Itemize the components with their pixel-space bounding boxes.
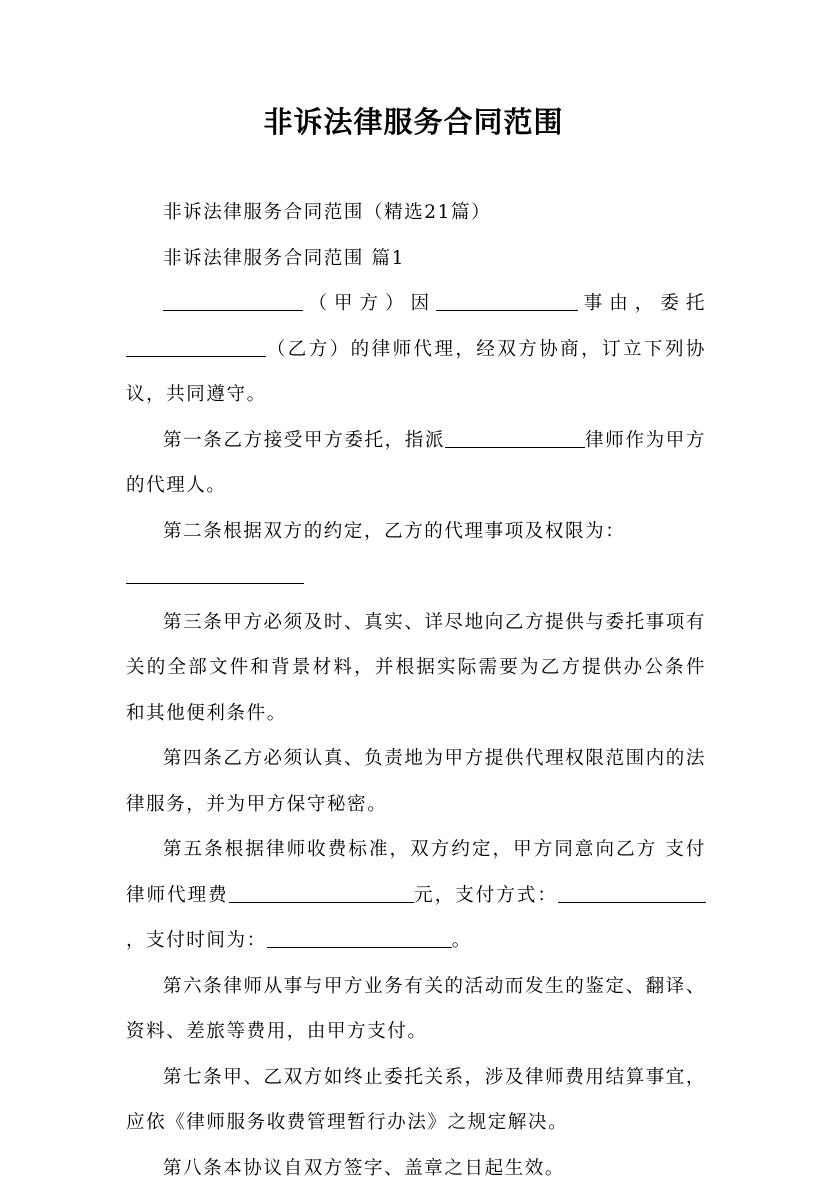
article-8: 第八条本协议自双方签字、盖章之日起生效。	[126, 1146, 706, 1191]
party-b-blank	[126, 337, 266, 357]
party-a-blank	[163, 292, 303, 312]
article-5	[126, 827, 706, 964]
article-5-line1: 第五条根据律师收费标准，双方约定，甲方同意向乙方	[163, 839, 657, 860]
article-1	[126, 418, 706, 509]
yuan-text: 元，	[414, 885, 456, 906]
intro-cause-text: 事由，委托	[578, 293, 706, 314]
payment-time-label: ，支付时间为：	[126, 930, 267, 951]
intro-paragraph	[126, 281, 706, 418]
article-7: 第七条甲、乙双方如终止委托关系，涉及律师费用结算事宜，应依《律师服务收费管理暂行办法》之规定解决。	[126, 1055, 706, 1146]
section-heading: 非诉法律服务合同范围 篇1	[126, 236, 706, 282]
document-subtitle: 非诉法律服务合同范围（精选21篇）	[126, 190, 706, 236]
scope-blank	[126, 565, 304, 585]
article-5-end: 。	[452, 930, 472, 951]
article-4: 第四条乙方必须认真、负责地为甲方提供代理权限范围内的法律服务，并为甲方保守秘密。	[126, 736, 706, 827]
payment-method-blank	[558, 883, 706, 903]
fee-label: 支付律师代理费	[126, 839, 706, 906]
article-2-line	[126, 554, 706, 600]
cause-blank	[436, 292, 578, 312]
article-3: 第三条甲方必须及时、真实、详尽地向乙方提供与委托事项有关的全部文件和背景材料，并根据实际需要为乙方提供办公条件和其他便利条件。	[126, 600, 706, 737]
intro-party-b-text: （乙方）的律师代理，经双方协商，订立下列协议，共同遵守。	[126, 339, 706, 406]
payment-method-label: 支付方式：	[455, 885, 558, 906]
article-2	[126, 509, 706, 600]
lawyer-name-blank	[445, 428, 585, 448]
article-2-text: 第二条根据双方的约定，乙方的代理事项及权限为：	[163, 521, 625, 542]
intro-party-a-text: （甲方）因	[303, 293, 436, 314]
article-1-after: 律师作为甲方的代理人。	[126, 430, 706, 497]
article-1-before: 第一条乙方接受甲方委托，指派	[163, 430, 445, 451]
fee-amount-blank	[229, 883, 414, 903]
document-body	[126, 190, 706, 1191]
article-6: 第六条律师从事与甲方业务有关的活动而发生的鉴定、翻译、资料、差旅等费用，由甲方支付。	[126, 964, 706, 1055]
payment-time-blank	[267, 929, 452, 949]
document-title: 非诉法律服务合同范围	[0, 100, 827, 141]
